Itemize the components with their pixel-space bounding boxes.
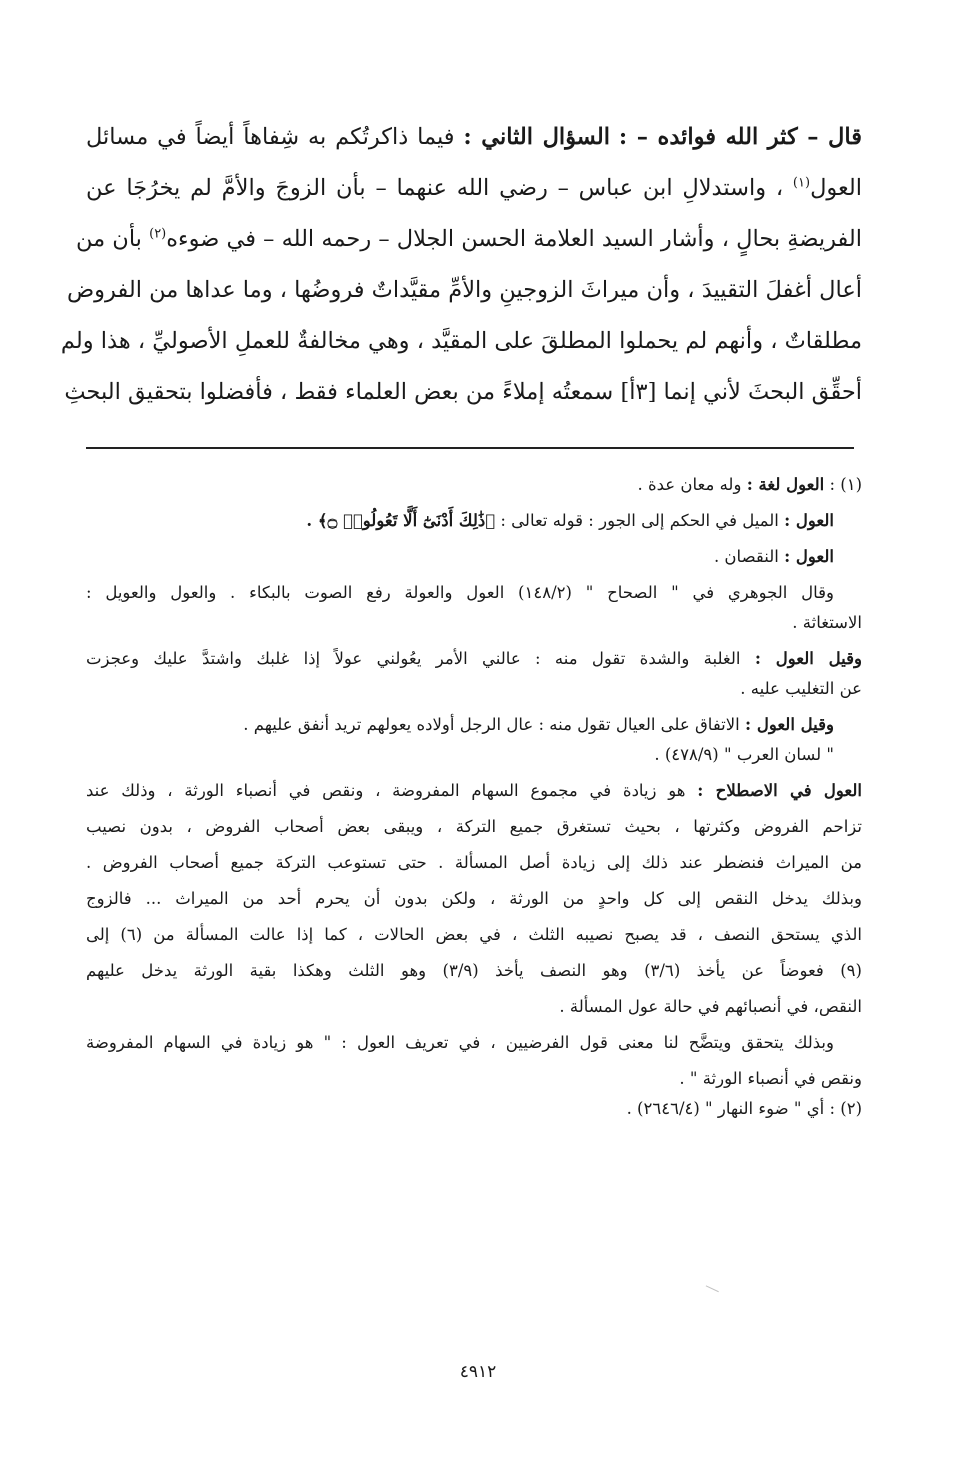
stray-mark <box>703 1285 719 1297</box>
term-line-6: (٩) فعوضاً عن يأخذ (٣/٦) وهو النصف يأخذ (٣/٩) وهو الثلث وهكذا بقية الورثة يدخل عليهم <box>86 961 862 980</box>
footnote-1-term: العول لغة : <box>746 475 825 494</box>
meaning-4-line-1 <box>86 644 862 674</box>
main-line-5: مطلقاتٌ ، وأنهم لم يحملوا المطلقَ على المقيَّد ، وهي مخالفةٌ للعملِ الأصوليِّ ، هذا ولم <box>60 328 862 354</box>
footnote-1-intro: وله معان عدة . <box>637 475 742 494</box>
quran-verse: ﴿ذَٰلِكَ أَدْنَىٰٓ أَلَّا تَعُولُوا۟ ۝﴾ . <box>306 511 496 530</box>
main-line-6: أحقِّق البحثَ لأني إنما [٣أ] سمعتُه إملاءً من بعض العلماء فقط ، فأفضلوا بتحقيق البحثِ <box>64 379 862 405</box>
page-number: ٤٩١٢ <box>459 1362 497 1382</box>
meaning-4-term: وقيل العول : <box>754 649 863 668</box>
footnote-2: (٢) : أي " ضوء النهار " (٢٦٤٦/٤) . <box>626 1099 862 1118</box>
summary-line-1: وبذلك يتحقق ويتضَّح لنا معنى قول الفرضيين ، في تعريف العول : " هو زيادة في السهام المفروضة <box>86 1033 834 1052</box>
main-line-4: أعال أغفلَ التقييدَ ، وأن ميراثَ الزوجينِ والأمِّ مقيَّداتٌ فروضُها ، وما عداها من الفروض <box>66 277 862 303</box>
main-line-2-post: ، واستدلالِ ابن عباس – رضي الله عنهما – بأن الزوجَ والأمَّ لم يخرُجَا عن <box>86 175 784 201</box>
meaning-1-term: العول : <box>784 511 834 530</box>
term-line-1 <box>86 776 862 806</box>
main-line-3 <box>75 214 862 265</box>
main-line-2 <box>86 163 862 214</box>
main-line-3-post: بأن من <box>75 226 142 252</box>
main-line-2-pre: العول <box>810 175 862 201</box>
meaning-4-text: الغلبة والشدة تقول منه : عالني الأمر يعُولني عولاً إذا غلبك واشتدَّ عليك وعجزت <box>86 649 741 668</box>
summary-line-2: ونقص في أنصباء الورثة " . <box>679 1069 862 1088</box>
main-text <box>60 112 862 418</box>
footnote-1-heading <box>86 470 862 500</box>
footnote-ref-1[interactable]: (١) <box>792 175 811 191</box>
term-line-7: النقص، في أنصبائهم في حالة عول المسألة . <box>559 997 862 1016</box>
term-line-5: الذي يستحق النصف ، قد يصبح نصيبه الثلث ، في بعض الحالات ، كما إذا عالت المسألة من (٦) إلى <box>86 925 863 944</box>
question-label: السؤال الثاني : <box>463 124 610 150</box>
meaning-5 <box>86 710 862 740</box>
meaning-1-text: الميل في الحكم إلى الجور : قوله تعالى : <box>500 511 779 530</box>
meaning-2-term: العول : <box>784 547 834 566</box>
meaning-1 <box>86 506 862 536</box>
meaning-5-text: الاتفاق على العيال تقول منه : عال الرجل أولاده يعولهم تريد أنفق عليهم . <box>243 715 740 734</box>
meaning-5-source: " لسان العرب " (٤٧٨/٩) . <box>654 745 834 764</box>
term-line-2: تزاحم الفروض وكثرتها ، بحيث تستغرق جميع التركة ، ويبقى بعض أصحاب الفروض ، بدون نصيب <box>86 817 862 836</box>
meaning-3-line-1: وقال الجوهري في " الصحاح " (١٤٨/٢) العول والعولة رفع الصوت بالبكاء . والعول والعويل : <box>86 583 834 602</box>
main-line-1 <box>86 112 862 163</box>
meaning-5-term: وقيل العول : <box>745 715 834 734</box>
term-line-4: وبذلك يدخل النقص إلى كل واحدٍ من الورثة ، ولكن بدون أن يحرم أحد من الميراث ... فالزوج <box>86 889 862 908</box>
speaker-label: قال – كثر الله فوائده – : <box>618 124 862 150</box>
main-line-3-pre: الفريضةِ بحالٍ ، وأشار السيد العلامة الحسن الجلال – رحمه الله – في ضوءه <box>166 226 862 252</box>
footnote-ref-2[interactable]: (٢) <box>149 226 167 242</box>
footnote-divider <box>86 447 854 449</box>
meaning-4-line-2: عن التغليب عليه . <box>740 679 862 698</box>
term-line-3: من الميراث فنضطر عند ذلك إلى زيادة أصل المسألة . حتى تستوعب التركة جميع أصحاب الفروض . <box>86 853 862 872</box>
meaning-2-text: النقصان . <box>713 547 779 566</box>
meaning-3-line-2: الاستغاثة . <box>792 613 862 632</box>
term-line-1-text: هو زيادة في مجموع السهام المفروضة ، ونقص في أنصباء الورثة ، وذلك عند <box>86 781 686 800</box>
footnotes <box>86 470 862 1124</box>
main-line-1-text: فيما ذاكرتُكم به شِفاهاً أيضاً في مسائل <box>86 124 455 150</box>
footnote-1-marker: (١) : <box>829 475 862 494</box>
term-heading: العول في الاصطلاح : <box>697 781 862 800</box>
meaning-2 <box>86 542 862 572</box>
